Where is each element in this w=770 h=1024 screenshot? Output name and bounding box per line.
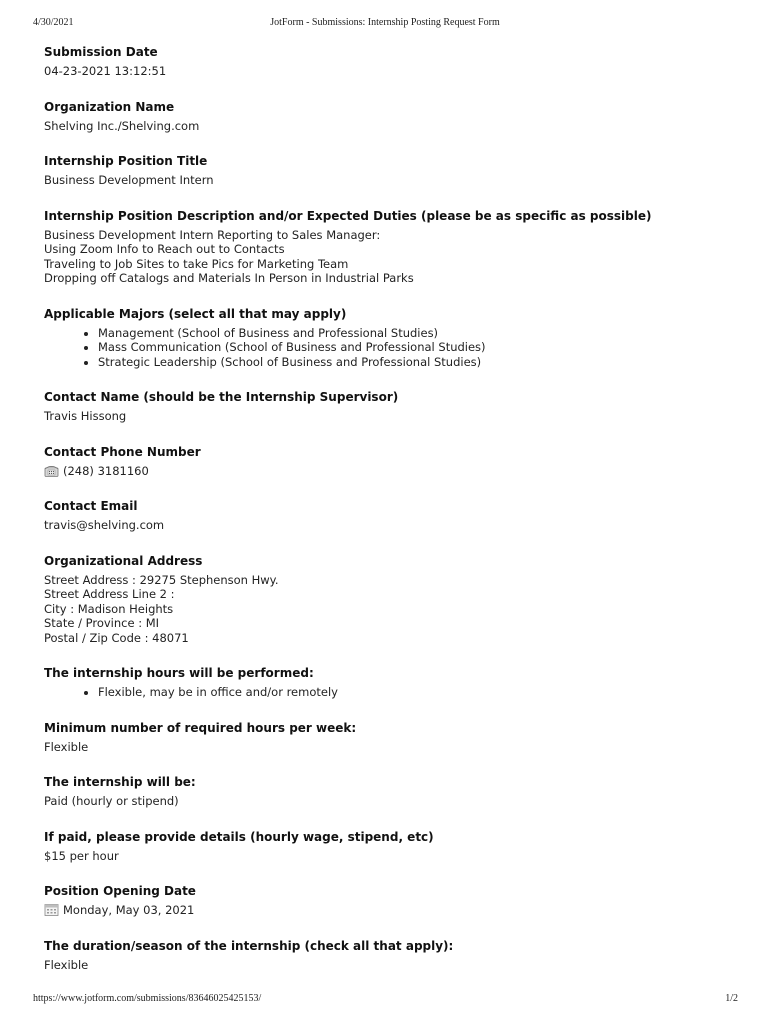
field-value: Paid (hourly or stipend) — [44, 794, 179, 808]
field-position-description — [44, 208, 734, 286]
address-line: Street Address : 29275 Stephenson Hwy. — [44, 572, 279, 587]
field-value: Shelving Inc./Shelving.com — [44, 118, 200, 133]
submission-content — [44, 44, 734, 992]
majors-list — [44, 326, 734, 370]
field-label: Contact Email — [44, 499, 138, 513]
description-line: Dropping off Catalogs and Materials In Person in Industrial Parks — [44, 271, 414, 285]
field-organizational-address — [44, 553, 734, 646]
field-value: Flexible — [44, 957, 89, 972]
field-applicable-majors — [44, 306, 734, 370]
address-line: Postal / Zip Code : 48071 — [44, 630, 189, 645]
address-line: Street Address Line 2 : — [44, 587, 175, 601]
list-item: • Flexible, may be in office and/or remotely — [98, 685, 734, 700]
field-value: $15 per hour — [44, 848, 119, 863]
hours-list — [44, 685, 734, 700]
field-value: travis@shelving.com — [44, 518, 165, 532]
list-item: • Mass Communication (School of Business and Professional Studies) — [98, 340, 734, 355]
field-value — [44, 228, 734, 286]
field-label: Contact Name (should be the Internship Supervisor) — [44, 390, 399, 404]
field-label: Contact Phone Number — [44, 444, 201, 459]
field-value — [44, 573, 734, 646]
field-value: Flexible — [44, 739, 89, 754]
date-value: Monday, May 03, 2021 — [63, 903, 195, 917]
field-duration — [44, 938, 734, 973]
phone-value: (248) 3181160 — [63, 463, 149, 478]
field-label: Internship Position Title — [44, 154, 208, 168]
address-line: State / Province : MI — [44, 616, 160, 630]
field-value: Business Development Intern — [44, 173, 214, 187]
description-line: Using Zoom Info to Reach out to Contacts — [44, 242, 285, 256]
print-title: JotForm - Submissions: Internship Posting Request Form — [270, 17, 500, 28]
calendar-icon — [44, 904, 59, 916]
list-item: • Management (School of Business and Professional Studies) — [98, 326, 734, 341]
field-label: If paid, please provide details (hourly wage, stipend, etc) — [44, 829, 434, 844]
field-value: Travis Hissong — [44, 409, 127, 423]
print-date: 4/30/2021 — [33, 17, 74, 28]
field-label: Internship Position Description and/or Expected Duties (please be as specific as possible) — [44, 208, 652, 223]
field-opening-date — [44, 883, 734, 918]
field-value: 04-23-2021 13:12:51 — [44, 64, 167, 78]
field-position-title — [44, 153, 734, 188]
field-label: Organizational Address — [44, 553, 203, 568]
field-label: Organization Name — [44, 99, 175, 114]
print-url: https://www.jotform.com/submissions/83646025425153/ — [33, 993, 262, 1004]
field-value-row — [44, 903, 734, 918]
field-submission-date — [44, 44, 734, 79]
field-contact-name — [44, 389, 734, 424]
field-label: Submission Date — [44, 45, 158, 59]
field-value-row — [44, 464, 734, 479]
field-label: Applicable Majors (select all that may apply) — [44, 306, 347, 321]
field-label: Position Opening Date — [44, 884, 196, 898]
field-internship-will-be — [44, 774, 734, 809]
page-number: 1/2 — [725, 993, 738, 1004]
field-contact-phone — [44, 444, 734, 479]
field-label: The duration/season of the internship (check all that apply): — [44, 938, 454, 953]
list-item: • Strategic Leadership (School of Business and Professional Studies) — [98, 355, 734, 370]
field-label: Minimum number of required hours per week: — [44, 720, 357, 735]
field-label: The internship will be: — [44, 775, 196, 789]
field-label: The internship hours will be performed: — [44, 666, 314, 680]
address-line: City : Madison Heights — [44, 601, 174, 616]
field-hours-performed — [44, 665, 734, 700]
field-contact-email — [44, 498, 734, 533]
phone-icon — [44, 465, 59, 477]
description-line: Traveling to Job Sites to take Pics for Marketing Team — [44, 256, 349, 271]
field-organization-name — [44, 99, 734, 134]
description-line: Business Development Intern Reporting to Sales Manager: — [44, 227, 381, 242]
field-paid-details — [44, 829, 734, 864]
field-min-hours — [44, 720, 734, 755]
